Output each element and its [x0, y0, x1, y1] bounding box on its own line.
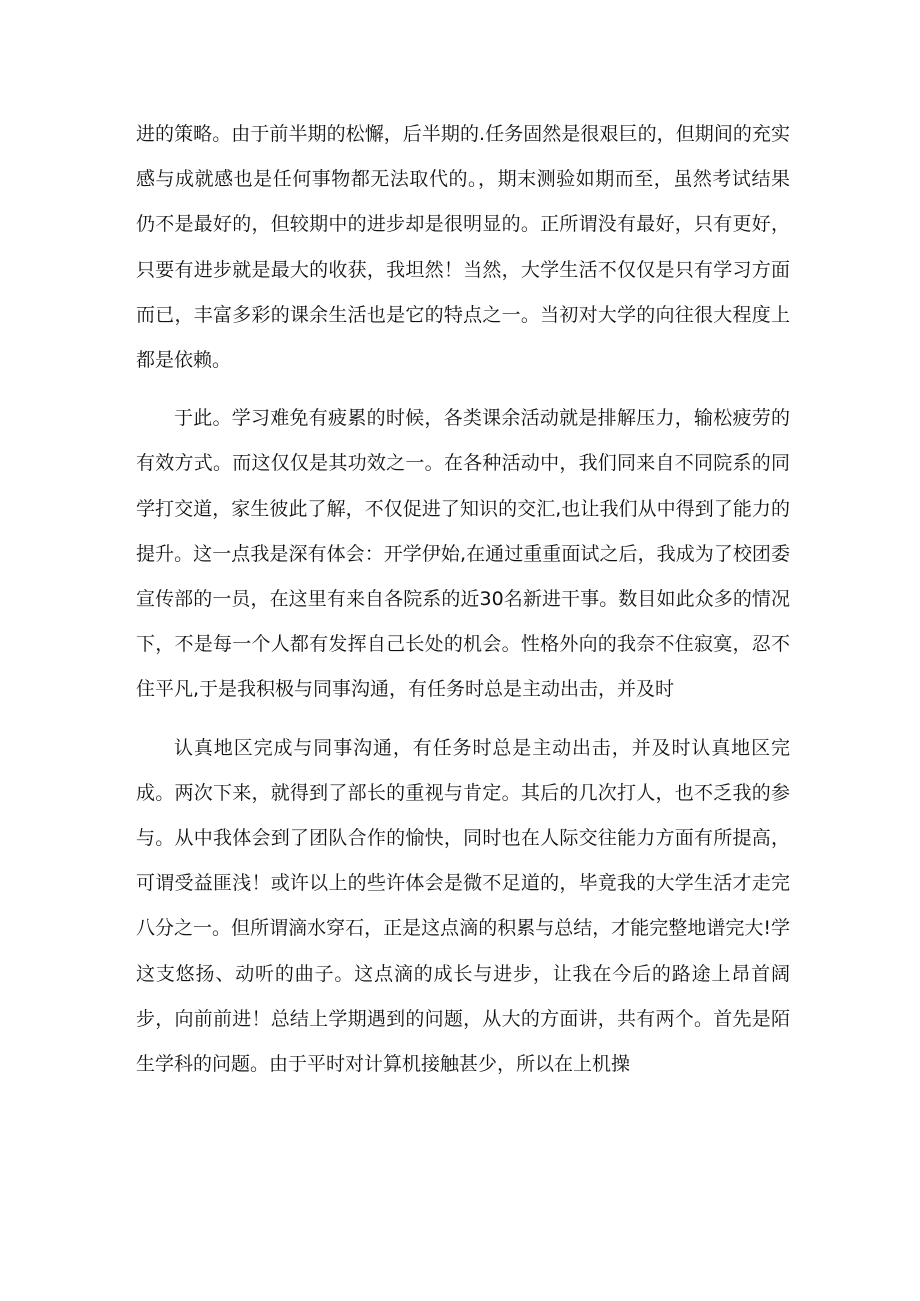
paragraph-2: 于此。学习难免有疲累的时候，各类课余活动就是排解压力，输松疲劳的有效方式。而这仅仅是其功效之一。在各种活动中，我们同来自不同院系的同学打交道，家生彼此了解，不仅促进了知识的交汇,也让我们从中得到了能力的提升。这一点我是深有体会：开学伊始,在通过重重面试之后，我成为了校团委宣传部的一员，在这里有来自各院系的近30名新进干事。数目如此众多的情况下，不是每一个人都有发挥自己长处的机会。性格外向的我奈不住寂寞，忍不住平凡,于是我积极与同事沟通，有任务时总是主动出击，并及时 — [136, 407, 790, 701]
paragraph-3: 认真地区完成与同事沟通，有任务时总是主动出击，并及时认真地区完成。两次下来，就得到了部长的重视与肯定。其后的几次打人，也不乏我的参与。从中我体会到了团队合作的愉快，同时也在人际交往能力方面有所提高，可谓受益匪浅！或许以上的些许体会是微不足道的，毕竟我的大学生活才走完八分之一。但所谓滴水穿石，正是这点滴的积累与总结，才能完整地谱完大!学这支悠扬、动听的曲子。这点滴的成长与进步，让我在今后的路途上昂首阔步，向前前进！总结上学期遇到的问题，从大的方面讲，共有两个。首先是陌生学科的问题。由于平时对计算机接触甚少，所以在上机操 — [136, 736, 790, 1076]
paragraph-gap — [136, 383, 790, 396]
document-page — [136, 112, 790, 1087]
paragraph-1: 进的策略。由于前半期的松懈，后半期的.任务固然是很艰巨的，但期间的充实感与成就感也是任何事物都无法取代的。，期末测验如期而至，虽然考试结果仍不是最好的，但较期中的进步却是很明显的。正所谓没有最好，只有更好，只要有进步就是最大的收获，我坦然！当然，大学生活不仅仅是只有学习方面而已，丰富多彩的课余生活也是它的特点之一。当初对大学的向往很大程度上都是依赖。 — [136, 123, 790, 372]
paragraph-gap — [136, 713, 790, 726]
